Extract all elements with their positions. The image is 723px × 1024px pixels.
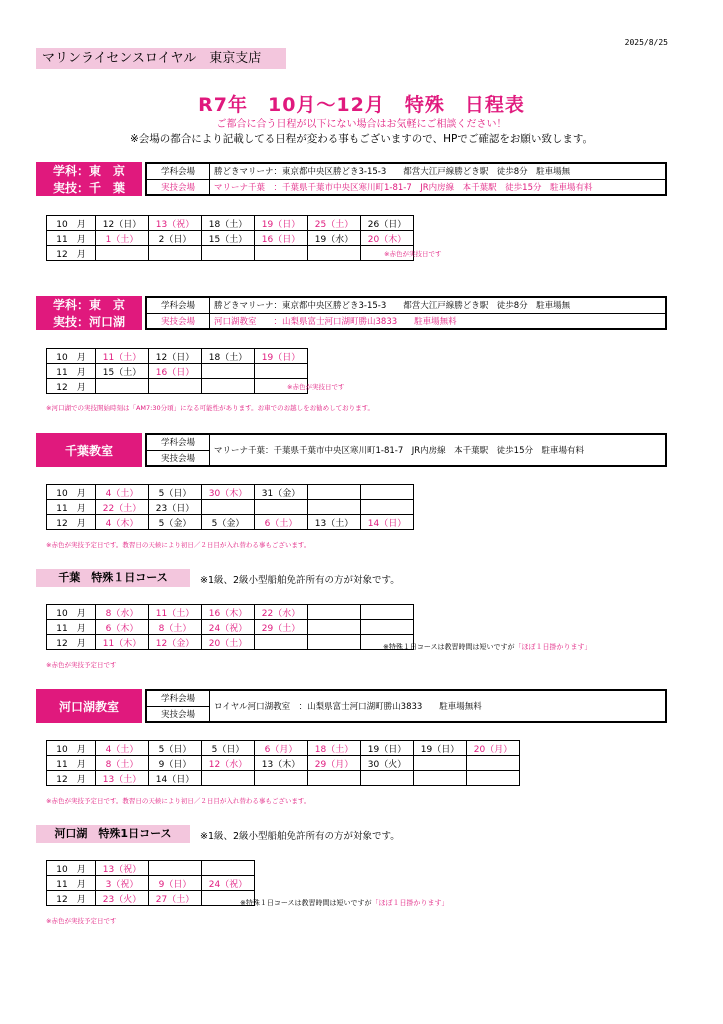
- month-cell: 12 月: [47, 771, 96, 786]
- section-label-line: 実技：河口湖: [52, 315, 125, 329]
- date-cell: 19（日）: [414, 741, 467, 756]
- venue-info: [145, 296, 667, 330]
- month-cell: 10 月: [47, 349, 96, 364]
- date-cell: 26（日）: [361, 216, 414, 231]
- date-cell: [308, 771, 361, 786]
- date-cell: [361, 620, 414, 635]
- date-cell: [361, 771, 414, 786]
- date-cell: 14（日）: [361, 515, 414, 530]
- date-cell: [255, 364, 308, 379]
- table-row: [47, 635, 414, 650]
- venue-value: マリーナ千葉：千葉県千葉市中央区寒川町1-81-7 JR内房線 本千葉駅 徒歩15分 駐車場有料: [210, 435, 666, 466]
- date-cell: 18（土）: [308, 741, 361, 756]
- date-cell: 11（木）: [96, 635, 149, 650]
- schedule-note: ※赤色が実技予定日です: [46, 661, 117, 669]
- date-cell: 20（月）: [467, 741, 520, 756]
- course-side-note: ※特殊１日コースは教習時間は短いですが「ほぼ１日掛かります」: [240, 899, 449, 907]
- date-cell: [308, 605, 361, 620]
- schedule-table: [46, 484, 414, 530]
- table-row: [47, 485, 414, 500]
- date-cell: [149, 861, 202, 876]
- schedule-note: ※赤色が実技予定日です: [46, 917, 117, 925]
- month-cell: 10 月: [47, 485, 96, 500]
- date-cell: 27（土）: [149, 891, 202, 906]
- date-cell: 5（金）: [202, 515, 255, 530]
- date-cell: [361, 605, 414, 620]
- date-cell: [202, 771, 255, 786]
- date-cell: [308, 500, 361, 515]
- venue-key: 実技会場: [147, 450, 210, 466]
- month-cell: 10 月: [47, 605, 96, 620]
- date-cell: 8（土）: [96, 756, 149, 771]
- table-row: [47, 364, 308, 379]
- schedule-note: ※赤色が実技日です: [384, 250, 442, 258]
- venue-key: 実技会場: [147, 706, 210, 722]
- table-row: [47, 231, 414, 246]
- month-cell: 10 月: [47, 216, 96, 231]
- date-cell: 19（日）: [255, 349, 308, 364]
- venue-key: 学科会場: [147, 691, 210, 707]
- month-cell: 11 月: [47, 620, 96, 635]
- date-cell: 23（日）: [149, 500, 202, 515]
- document-date: 2025/8/25: [624, 38, 668, 47]
- date-cell: 31（金）: [255, 485, 308, 500]
- course-chiba-one-day-label: 千葉 特殊１日コース: [36, 569, 190, 587]
- venue-value: マリーナ千葉 ：千葉県千葉市中央区寒川町1-81-7 JR内房線 本千葉駅 徒歩15分 駐車場有料: [210, 179, 666, 195]
- section-label-line: 学科：東 京: [52, 164, 125, 178]
- section-label-line: 学科：東 京: [52, 298, 125, 312]
- schedule-note: ※河口湖での実技開始時刻は「AM7:30分頃」になる可能性があります。お車でのお越しをお勧めしております。: [46, 404, 375, 412]
- date-cell: [255, 500, 308, 515]
- venue-value: 河口湖教室 ：山梨県富士河口湖町勝山3833 駐車場無料: [210, 313, 666, 329]
- date-cell: 18（土）: [202, 349, 255, 364]
- section-label-line: 河口湖教室: [58, 699, 119, 714]
- table-row: [47, 741, 520, 756]
- subtitle-notice: ※会場の都合により記載してる日程が変わる事もございますので、HPでご確認をお願い致します。: [130, 133, 593, 145]
- date-cell: 12（金）: [149, 635, 202, 650]
- venue-info: [145, 433, 667, 467]
- month-cell: 10 月: [47, 741, 96, 756]
- schedule-note: ※赤色が実技日です: [287, 383, 345, 391]
- venue-info: [145, 689, 667, 723]
- venue-value: 勝どきマリーナ：東京都中央区勝どき3-15-3 都営大江戸線勝どき駅 徒歩8分 駐車場無: [210, 164, 666, 180]
- date-cell: 1（土）: [96, 231, 149, 246]
- side-note-highlight: 「ほぼ１日掛かります」: [371, 899, 449, 907]
- month-cell: 11 月: [47, 364, 96, 379]
- schedule-note: ※赤色が実技予定日です。教習日の天候により初日／２日目が入れ替わる事もございます。: [46, 541, 311, 549]
- date-cell: 13（土）: [308, 515, 361, 530]
- month-cell: 12 月: [47, 515, 96, 530]
- date-cell: [255, 771, 308, 786]
- date-cell: 16（木）: [202, 605, 255, 620]
- date-cell: 13（木）: [255, 756, 308, 771]
- page-title: R7年 10月～12月 特殊 日程表: [198, 94, 525, 116]
- schedule-table: [46, 348, 308, 394]
- table-row: [47, 246, 414, 261]
- date-cell: 19（日）: [361, 741, 414, 756]
- month-cell: 11 月: [47, 231, 96, 246]
- section-kawaguchiko-label: [36, 689, 142, 723]
- date-cell: [202, 500, 255, 515]
- month-cell: 11 月: [47, 756, 96, 771]
- date-cell: 24（祝）: [202, 876, 255, 891]
- section-tokyo-kawaguchiko-label: [36, 296, 142, 330]
- subtitle-consult: ご都合に合う日程が以下にない場合はお気軽にご相談ください！: [216, 119, 507, 130]
- date-cell: [414, 756, 467, 771]
- section-label-line: 千葉教室: [64, 443, 113, 458]
- table-row: [47, 891, 255, 906]
- date-cell: [467, 771, 520, 786]
- date-cell: 5（日）: [202, 741, 255, 756]
- date-cell: 4（木）: [96, 515, 149, 530]
- date-cell: 6（木）: [96, 620, 149, 635]
- month-cell: 10 月: [47, 861, 96, 876]
- venue-info: [145, 162, 667, 196]
- date-cell: [308, 246, 361, 261]
- table-row: [47, 379, 308, 394]
- date-cell: [308, 620, 361, 635]
- date-cell: [202, 246, 255, 261]
- venue-value: ロイヤル河口湖教室 ：山梨県富士河口湖町勝山3833 駐車場無料: [210, 691, 666, 722]
- date-cell: [308, 635, 361, 650]
- table-row: [47, 216, 414, 231]
- date-cell: 30（木）: [202, 485, 255, 500]
- date-cell: [96, 379, 149, 394]
- date-cell: [308, 485, 361, 500]
- date-cell: 25（土）: [308, 216, 361, 231]
- date-cell: 13（土）: [96, 771, 149, 786]
- date-cell: [361, 485, 414, 500]
- date-cell: 12（日）: [149, 349, 202, 364]
- table-row: [47, 605, 414, 620]
- venue-value: 勝どきマリーナ：東京都中央区勝どき3-15-3 都営大江戸線勝どき駅 徒歩8分 駐車場無: [210, 298, 666, 314]
- date-cell: 8（土）: [149, 620, 202, 635]
- date-cell: [149, 379, 202, 394]
- section-tokyo-chiba-label: [36, 162, 142, 196]
- date-cell: 30（火）: [361, 756, 414, 771]
- date-cell: 5（日）: [149, 741, 202, 756]
- date-cell: 2（日）: [149, 231, 202, 246]
- venue-key: 学科会場: [147, 164, 210, 180]
- venue-key: 学科会場: [147, 298, 210, 314]
- date-cell: 3（祝）: [96, 876, 149, 891]
- table-row: [47, 876, 255, 891]
- schedule-note: ※赤色が実技予定日です。教習日の天候により初日／２日目が入れ替わる事もございます。: [46, 797, 311, 805]
- date-cell: 6（土）: [255, 515, 308, 530]
- date-cell: [96, 246, 149, 261]
- date-cell: 11（土）: [96, 349, 149, 364]
- date-cell: 15（土）: [96, 364, 149, 379]
- date-cell: 9（日）: [149, 756, 202, 771]
- table-row: [47, 620, 414, 635]
- date-cell: 9（日）: [149, 876, 202, 891]
- venue-key: 実技会場: [147, 179, 210, 195]
- month-cell: 12 月: [47, 379, 96, 394]
- date-cell: 15（土）: [202, 231, 255, 246]
- table-row: [47, 756, 520, 771]
- course-kawaguchiko-one-day-label: 河口湖 特殊1日コース: [36, 825, 190, 843]
- date-cell: 20（土）: [202, 635, 255, 650]
- date-cell: 23（火）: [96, 891, 149, 906]
- branch-name: マリンライセンスロイヤル 東京支店: [36, 48, 286, 69]
- course-eligibility: ※1級、2級小型船舶免許所有の方が対象です。: [200, 831, 400, 842]
- date-cell: 14（日）: [149, 771, 202, 786]
- date-cell: 13（祝）: [149, 216, 202, 231]
- date-cell: 22（水）: [255, 605, 308, 620]
- table-row: [47, 861, 255, 876]
- date-cell: [361, 500, 414, 515]
- side-note-highlight: 「ほぼ１日掛かります」: [514, 643, 592, 651]
- date-cell: 6（月）: [255, 741, 308, 756]
- table-row: [47, 771, 520, 786]
- month-cell: 11 月: [47, 876, 96, 891]
- date-cell: 11（土）: [149, 605, 202, 620]
- date-cell: [255, 635, 308, 650]
- date-cell: 4（土）: [96, 741, 149, 756]
- date-cell: 19（日）: [255, 216, 308, 231]
- date-cell: [202, 364, 255, 379]
- venue-key: 実技会場: [147, 313, 210, 329]
- table-row: [47, 349, 308, 364]
- date-cell: 12（日）: [96, 216, 149, 231]
- date-cell: [202, 379, 255, 394]
- table-row: [47, 500, 414, 515]
- date-cell: [467, 756, 520, 771]
- date-cell: [414, 771, 467, 786]
- date-cell: [202, 861, 255, 876]
- date-cell: 4（土）: [96, 485, 149, 500]
- date-cell: 18（土）: [202, 216, 255, 231]
- date-cell: 12（水）: [202, 756, 255, 771]
- date-cell: 5（金）: [149, 515, 202, 530]
- date-cell: 29（月）: [308, 756, 361, 771]
- date-cell: 13（祝）: [96, 861, 149, 876]
- date-cell: 29（土）: [255, 620, 308, 635]
- date-cell: 24（祝）: [202, 620, 255, 635]
- schedule-table: [46, 740, 520, 786]
- schedule-table: [46, 860, 255, 906]
- schedule-table: [46, 604, 414, 650]
- course-side-note: ※特殊１日コースは教習時間は短いですが「ほぼ１日掛かります」: [383, 643, 592, 651]
- section-chiba-label: [36, 433, 142, 467]
- course-eligibility: ※1級、2級小型船舶免許所有の方が対象です。: [200, 575, 400, 586]
- month-cell: 12 月: [47, 246, 96, 261]
- date-cell: [255, 246, 308, 261]
- date-cell: 16（日）: [255, 231, 308, 246]
- schedule-table: [46, 215, 414, 261]
- month-cell: 12 月: [47, 635, 96, 650]
- date-cell: [149, 246, 202, 261]
- month-cell: 11 月: [47, 500, 96, 515]
- date-cell: 8（水）: [96, 605, 149, 620]
- section-label-line: 実技：千 葉: [52, 181, 125, 195]
- date-cell: 19（水）: [308, 231, 361, 246]
- table-row: [47, 515, 414, 530]
- date-cell: 16（日）: [149, 364, 202, 379]
- venue-key: 学科会場: [147, 435, 210, 451]
- month-cell: 12 月: [47, 891, 96, 906]
- date-cell: 20（木）: [361, 231, 414, 246]
- date-cell: 22（土）: [96, 500, 149, 515]
- date-cell: 5（日）: [149, 485, 202, 500]
